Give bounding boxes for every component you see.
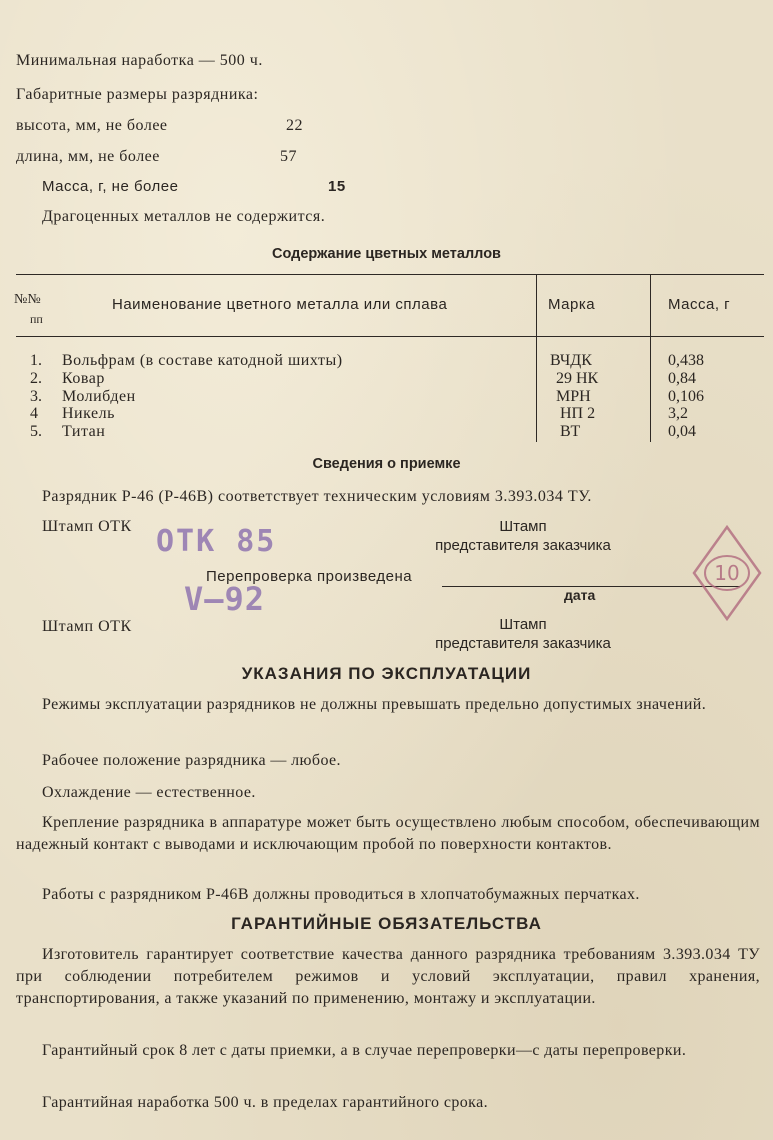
row-grade: ВТ: [560, 423, 581, 440]
table-header-rule: [16, 336, 764, 337]
header-mass: Масса, г: [668, 296, 731, 313]
acceptance-statement: Разрядник Р-46 (Р-46В) соответствует техническим условиям 3.393.034 ТУ.: [42, 488, 592, 505]
row-grade: 29 НК: [556, 370, 599, 387]
operation-title: УКАЗАНИЯ ПО ЭКСПЛУАТАЦИИ: [241, 664, 532, 683]
table-col-divider-1: [536, 274, 537, 442]
row-metal-name: Вольфрам (в составе катодной шихты): [62, 352, 343, 369]
operation-paragraph-4: Крепление разрядника в аппаратуре может быть осуществлено любым способом, обеспечивающим надежный контакт с выводами и исключающим пробой по поверхности контактов.: [16, 814, 760, 853]
acceptance-title: Сведения о приемке: [312, 456, 461, 472]
header-num: №№: [14, 292, 41, 307]
warranty-paragraph-1: Изготовитель гарантирует соответствие качества данного разрядника требованиям 3.393.034 ТУ при соблюдении потребителем режимов и условий эксплуатации, правил хранения, транспортирования, а также указаний по применению, монтажу и эксплуатации.: [16, 946, 760, 1007]
length-value: 57: [280, 148, 297, 165]
row-mass: 0,84: [668, 370, 696, 387]
row-grade: НП 2: [560, 405, 596, 422]
header-num-sub: пп: [30, 312, 43, 326]
recheck-label: Перепроверка произведена: [206, 568, 413, 585]
warranty-paragraph-3: Гарантийная наработка 500 ч. в пределах гарантийного срока.: [42, 1094, 488, 1111]
row-num: 3.: [30, 388, 42, 405]
customer-stamp-line1: Штамп: [499, 518, 547, 535]
precious-metals-note: Драгоценных металлов не содержится.: [42, 208, 326, 225]
customer-stamp-2-line2: представителя заказчика: [435, 635, 611, 652]
diamond-stamp: [692, 525, 762, 621]
diamond-stamp-number: 10: [714, 561, 740, 585]
row-num: 5.: [30, 423, 42, 440]
customer-stamp-2-line1: Штамп: [499, 616, 547, 633]
metals-table-title: Содержание цветных металлов: [272, 246, 501, 262]
row-num: 2.: [30, 370, 42, 387]
warranty-paragraph-2: Гарантийный срок 8 лет с даты приемки, а в случае перепроверки—с даты перепроверки.: [42, 1042, 687, 1059]
table-top-rule: [16, 274, 764, 275]
row-mass: 0,04: [668, 423, 696, 440]
dimensions-title: Габаритные размеры разрядника:: [16, 86, 259, 103]
operation-paragraph-5: Работы с разрядником Р-46В должны проводиться в хлопчатобумажных перчатках.: [42, 886, 640, 903]
row-mass: 0,106: [668, 388, 704, 405]
otk-stamp: ОТК 85: [156, 524, 277, 559]
otk-stamp-label-2: Штамп ОТК: [42, 618, 132, 635]
row-num: 1.: [30, 352, 42, 369]
row-metal-name: Титан: [62, 423, 106, 440]
row-mass: 3,2: [668, 405, 688, 422]
row-grade: ВЧДК: [550, 352, 592, 369]
mass-value: 15: [328, 178, 346, 195]
height-value: 22: [286, 117, 303, 134]
row-grade: МРН: [556, 388, 591, 405]
otk-stamp-label: Штамп ОТК: [42, 518, 132, 535]
mass-label: Масса, г, не более: [42, 178, 179, 195]
date-stamp: V—92: [184, 580, 266, 618]
min-runtime: Минимальная наработка — 500 ч.: [16, 52, 263, 69]
row-metal-name: Никель: [62, 405, 115, 422]
length-label: длина, мм, не более: [16, 148, 160, 165]
row-metal-name: Молибден: [62, 388, 136, 405]
header-name: Наименование цветного металла или сплава: [112, 296, 448, 313]
row-mass: 0,438: [668, 352, 704, 369]
height-label: высота, мм, не более: [16, 117, 168, 134]
row-metal-name: Ковар: [62, 370, 105, 387]
operation-paragraph-1: Режимы эксплуатации разрядников не должны превышать предельно допустимых значений.: [42, 696, 707, 713]
operation-paragraph-2: Рабочее положение разрядника — любое.: [42, 752, 341, 769]
table-col-divider-2: [650, 274, 651, 442]
header-grade: Марка: [548, 296, 596, 313]
date-label: дата: [564, 587, 596, 603]
warranty-title: ГАРАНТИЙНЫЕ ОБЯЗАТЕЛЬСТВА: [231, 914, 542, 933]
customer-stamp-line2: представителя заказчика: [435, 537, 611, 554]
row-num: 4: [30, 405, 38, 422]
operation-paragraph-3: Охлаждение — естественное.: [42, 784, 256, 801]
